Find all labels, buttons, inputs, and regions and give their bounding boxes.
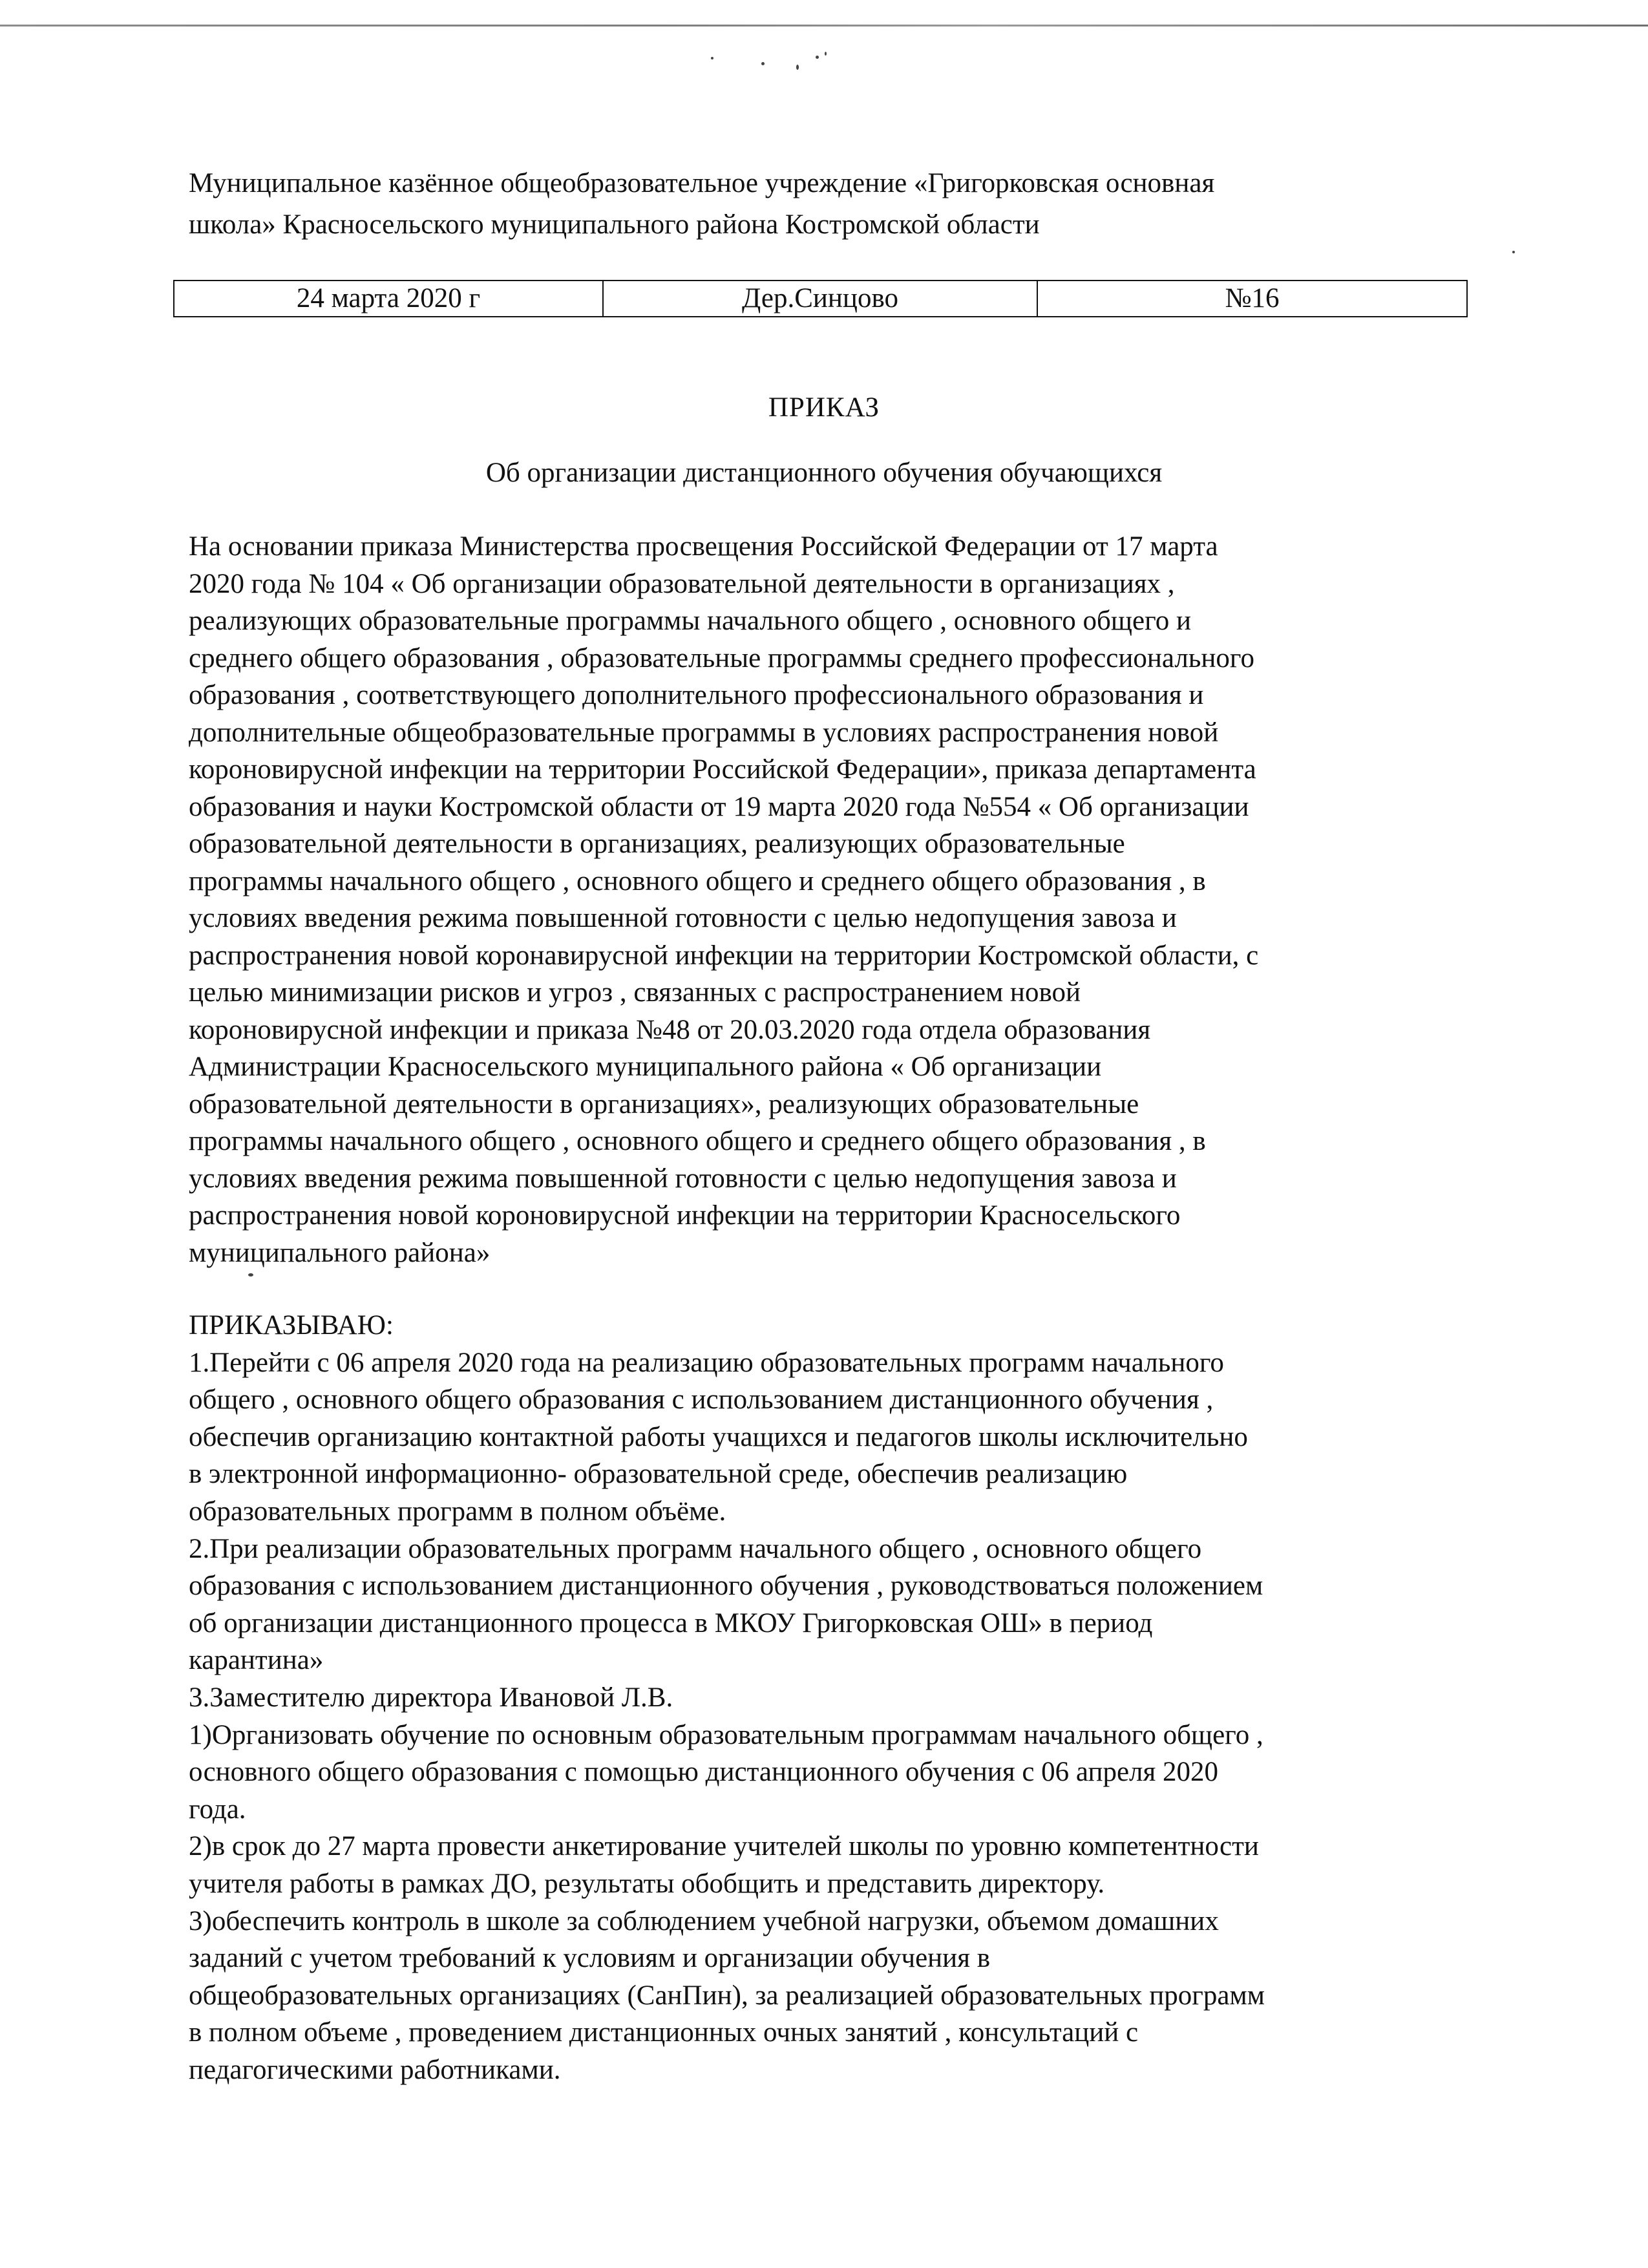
decree-line: 3.Заместителю директора Ивановой Л.В.: [189, 1682, 673, 1713]
document-title: ПРИКАЗ: [768, 392, 880, 423]
basis-paragraph: [189, 528, 1481, 1271]
basis-line: короновирусной инфекции и приказа №48 от 20.03.2020 года отдела образования: [189, 1014, 1151, 1045]
scan-speck: [1512, 251, 1515, 253]
decree-line: 3)обеспечить контроль в школе за соблюдением учебной нагрузки, объемом домашних: [189, 1905, 1219, 1936]
scan-speck: [816, 56, 819, 59]
basis-line: программы начального общего , основного общего и среднего общего образования , в: [189, 1126, 1206, 1156]
decree-line: 1)Организовать обучение по основным образовательным программам начального общего ,: [189, 1719, 1263, 1750]
basis-line: На основании приказа Министерства просвещения Российской Федерации от 17 марта: [189, 531, 1218, 562]
basis-line: реализующих образовательные программы начального общего , основного общего и: [189, 606, 1191, 636]
basis-line: программы начального общего , основного общего и среднего общего образования , в: [189, 865, 1206, 896]
basis-line: условиях введения режима повышенной готовности с целью недопущения завоза и: [189, 1163, 1177, 1194]
decree-line: года.: [189, 1794, 246, 1825]
decree-line: карантина»: [189, 1645, 324, 1676]
basis-line: дополнительные общеобразовательные программы в условиях распространения новой: [189, 717, 1219, 748]
basis-line: короновирусной инфекции на территории Российской Федерации», приказа департамента: [189, 754, 1256, 785]
basis-line: 2020 года № 104 « Об организации образовательной деятельности в организациях ,: [189, 568, 1175, 599]
order-meta-row: [174, 281, 1467, 317]
basis-line: образования и науки Костромской области от 19 марта 2020 года №554 « Об организации: [189, 791, 1249, 822]
decree-line: 2.При реализации образовательных программ начального общего , основного общего: [189, 1533, 1202, 1564]
decree-line: 1.Перейти с 06 апреля 2020 года на реализацию образовательных программ начального: [189, 1347, 1224, 1378]
decree-line: обеспечив организацию контактной работы учащихся и педагогов школы исключительно: [189, 1421, 1248, 1452]
scan-speck: [796, 65, 799, 70]
order-date: 24 марта 2020 г: [174, 281, 603, 317]
basis-line: образования , соответствующего дополнительного профессионального образования и: [189, 680, 1204, 710]
basis-line: распространения новой коронавирусной инфекции на территории Костромской области, с: [189, 940, 1259, 971]
scan-speck: [761, 62, 765, 65]
decree-line: образования с использованием дистанционного обучения , руководствоваться положением: [189, 1571, 1263, 1602]
organization-line: Муниципальное казённое общеобразовательное учреждение «Григорковская основная: [189, 168, 1215, 198]
decree-line: педагогическими работниками.: [189, 2054, 561, 2085]
scan-edge-line: [0, 25, 1648, 26]
decree-line: 2)в срок до 27 марта провести анкетирование учителей школы по уровню компетентности: [189, 1831, 1259, 1862]
scan-speck: [248, 1273, 253, 1277]
decree-line: заданий с учетом требований к условиям и организации обучения в: [189, 1943, 991, 1974]
basis-line: целью минимизации рисков и угроз , связанных с распространением новой: [189, 977, 1081, 1008]
organization-header: [189, 163, 1468, 246]
decree-heading: ПРИКАЗЫВАЮ:: [189, 1310, 394, 1341]
scan-speck: [825, 52, 827, 56]
basis-line: Администрации Красносельского муниципального района « Об организации: [189, 1052, 1102, 1082]
basis-line: образовательной деятельности в организациях, реализующих образовательные: [189, 829, 1125, 859]
order-place: Дер.Синцово: [603, 281, 1037, 317]
decree-line: учителя работы в рамках ДО, результаты обобщить и представить директору.: [189, 1868, 1105, 1899]
decree-section: [189, 1307, 1481, 2088]
basis-line: распространения новой короновирусной инфекции на территории Красносельского: [189, 1200, 1181, 1231]
order-number: №16: [1037, 281, 1467, 317]
decree-line: общего , основного общего образования с использованием дистанционного обучения ,: [189, 1384, 1214, 1415]
decree-line: в электронной информационно- образовательной среде, обеспечив реализацию: [189, 1459, 1128, 1490]
scan-speck: [711, 57, 713, 59]
decree-line: основного общего образования с помощью дистанционного обучения с 06 апреля 2020: [189, 1757, 1219, 1788]
order-meta-table: [173, 280, 1468, 317]
decree-line: общеобразовательных организациях (СанПин), за реализацией образовательных программ: [189, 1980, 1265, 2011]
decree-line: образовательных программ в полном объёме.: [189, 1496, 726, 1527]
basis-line: среднего общего образования , образовательные программы среднего профессионального: [189, 642, 1254, 673]
basis-line: муниципального района»: [189, 1237, 491, 1268]
basis-line: условиях введения режима повышенной готовности с целью недопущения завоза и: [189, 903, 1177, 933]
decree-line: в полном объеме , проведением дистанционных очных занятий , консультаций с: [189, 2017, 1139, 2048]
basis-line: образовательной деятельности в организациях», реализующих образовательные: [189, 1088, 1139, 1119]
organization-line: школа» Красносельского муниципального района Костромской области: [189, 209, 1040, 240]
document-subject: Об организации дистанционного обучения обучающихся: [485, 458, 1163, 488]
decree-line: об организации дистанционного процесса в МКОУ Григорковская ОШ» в период: [189, 1607, 1153, 1638]
